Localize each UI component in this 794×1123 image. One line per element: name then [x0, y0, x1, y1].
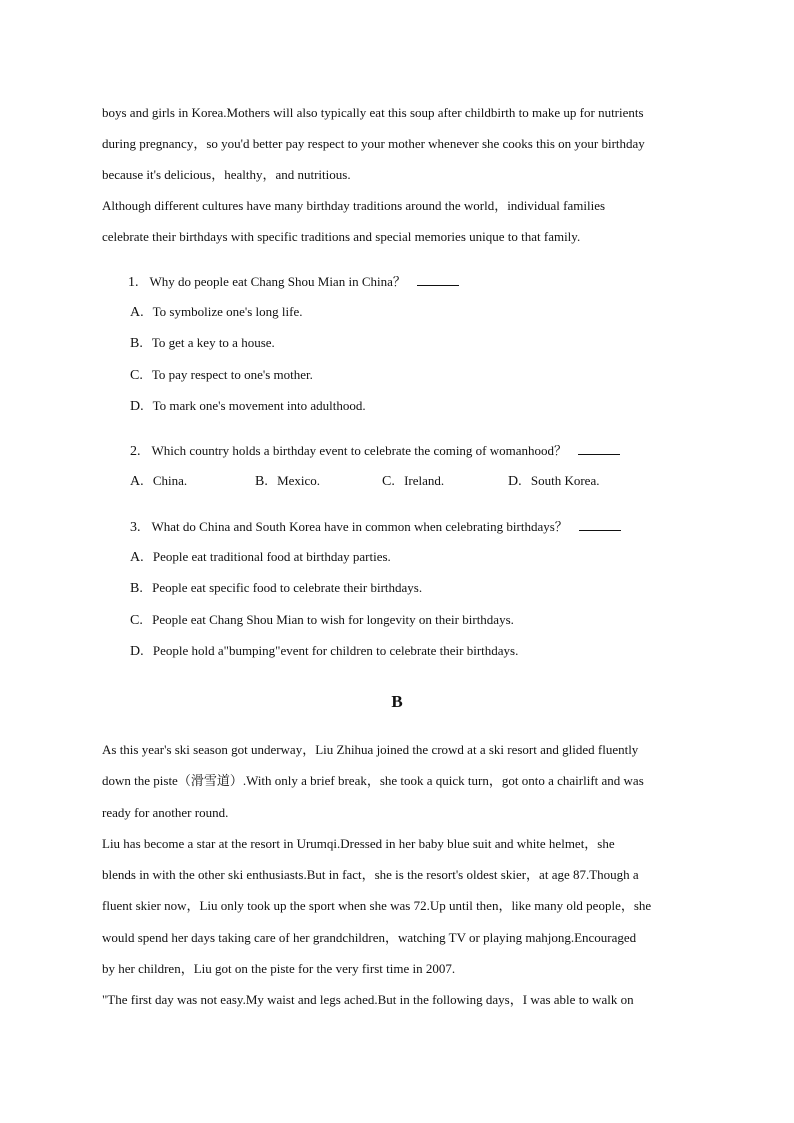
answer-blank [417, 273, 459, 286]
section-b-heading: B [391, 692, 403, 711]
passage-a-line-5: celebrate their birthdays with specific traditions and special memories unique to that family. [102, 229, 581, 244]
option-text: To pay respect to one's mother. [151, 367, 313, 382]
option-2a [130, 473, 187, 490]
option-label: D. [130, 399, 144, 414]
option-label: A. [130, 474, 144, 489]
question-text: What do China and South Korea have in common when celebrating birthdays？ [151, 519, 568, 534]
option-label: B. [130, 581, 143, 596]
option-3b [130, 580, 422, 597]
passage-a-line-2: during pregnancy，so you'd better pay respect to your mother whenever she cooks this on your birthday [102, 136, 645, 151]
passage-b-line-6: fluent skier now，Liu only took up the sport when she was 72.Up until then，like many old people，she [102, 898, 652, 913]
passage-a-line-4: Although different cultures have many birthday traditions around the world，individual families [102, 198, 606, 213]
option-1d [130, 398, 366, 415]
option-label: C. [382, 474, 395, 489]
option-1c [130, 367, 313, 384]
option-text: People eat Chang Shou Mian to wish for longevity on their birthdays. [152, 612, 514, 627]
answer-blank [578, 442, 620, 455]
option-label: B. [130, 336, 143, 351]
passage-b-line-4: Liu has become a star at the resort in Urumqi.Dressed in her baby blue suit and white helmet，she [102, 836, 615, 851]
option-text: South Korea. [530, 473, 600, 488]
passage-b-line-8: by her children，Liu got on the piste for the very first time in 2007. [102, 961, 456, 976]
answer-blank [579, 518, 621, 531]
option-label: D. [508, 474, 522, 489]
option-2b [255, 473, 320, 490]
option-label: C. [130, 368, 143, 383]
option-text: Mexico. [277, 473, 321, 488]
passage-a-line-3: because it's delicious，healthy，and nutritious. [102, 167, 351, 182]
passage-b-line-5: blends in with the other ski enthusiasts.But in fact，she is the resort's oldest skier，at age 87.Though a [102, 867, 639, 882]
passage-b-line-7: would spend her days taking care of her grandchildren，watching TV or playing mahjong.Encouraged [102, 930, 637, 945]
option-text: People eat traditional food at birthday parties. [152, 549, 391, 564]
option-text: To mark one's movement into adulthood. [152, 398, 366, 413]
option-2c [382, 473, 444, 490]
question-number: 3. [130, 520, 141, 535]
passage-b-line-2: down the piste（滑雪道）.With only a brief break，she took a quick turn，got onto a chairlift and was [102, 773, 644, 788]
option-text: To get a key to a house. [151, 335, 275, 350]
option-label: A. [130, 305, 144, 320]
question-1 [128, 273, 459, 291]
option-label: C. [130, 613, 143, 628]
option-label: B. [255, 474, 268, 489]
passage-b-line-1: As this year's ski season got underway，Liu Zhihua joined the crowd at a ski resort and glided fluently [102, 742, 639, 757]
option-1b [130, 335, 275, 352]
question-3 [130, 518, 621, 536]
option-text: Ireland. [404, 473, 445, 488]
question-text: Why do people eat Chang Shou Mian in China？ [149, 274, 406, 289]
option-text: China. [152, 473, 188, 488]
option-3a [130, 549, 391, 566]
option-3c [130, 612, 514, 629]
question-number: 2. [130, 444, 141, 459]
question-text: Which country holds a birthday event to celebrate the coming of womanhood？ [151, 443, 568, 458]
option-label: A. [130, 550, 144, 565]
option-2d [508, 473, 599, 490]
passage-a-line-1: boys and girls in Korea.Mothers will also typically eat this soup after childbirth to make up for nutrients [102, 105, 644, 120]
passage-b-line-3: ready for another round. [102, 805, 229, 820]
option-1a [130, 304, 302, 321]
option-text: People hold a"bumping"event for children to celebrate their birthdays. [152, 643, 519, 658]
option-text: To symbolize one's long life. [152, 304, 303, 319]
question-2 [130, 442, 620, 460]
option-label: D. [130, 644, 144, 659]
option-text: People eat specific food to celebrate their birthdays. [152, 580, 423, 595]
passage-b-line-9: "The first day was not easy.My waist and legs ached.But in the following days，I was able to walk on [102, 992, 634, 1007]
option-3d [130, 643, 518, 660]
question-number: 1. [128, 275, 139, 290]
